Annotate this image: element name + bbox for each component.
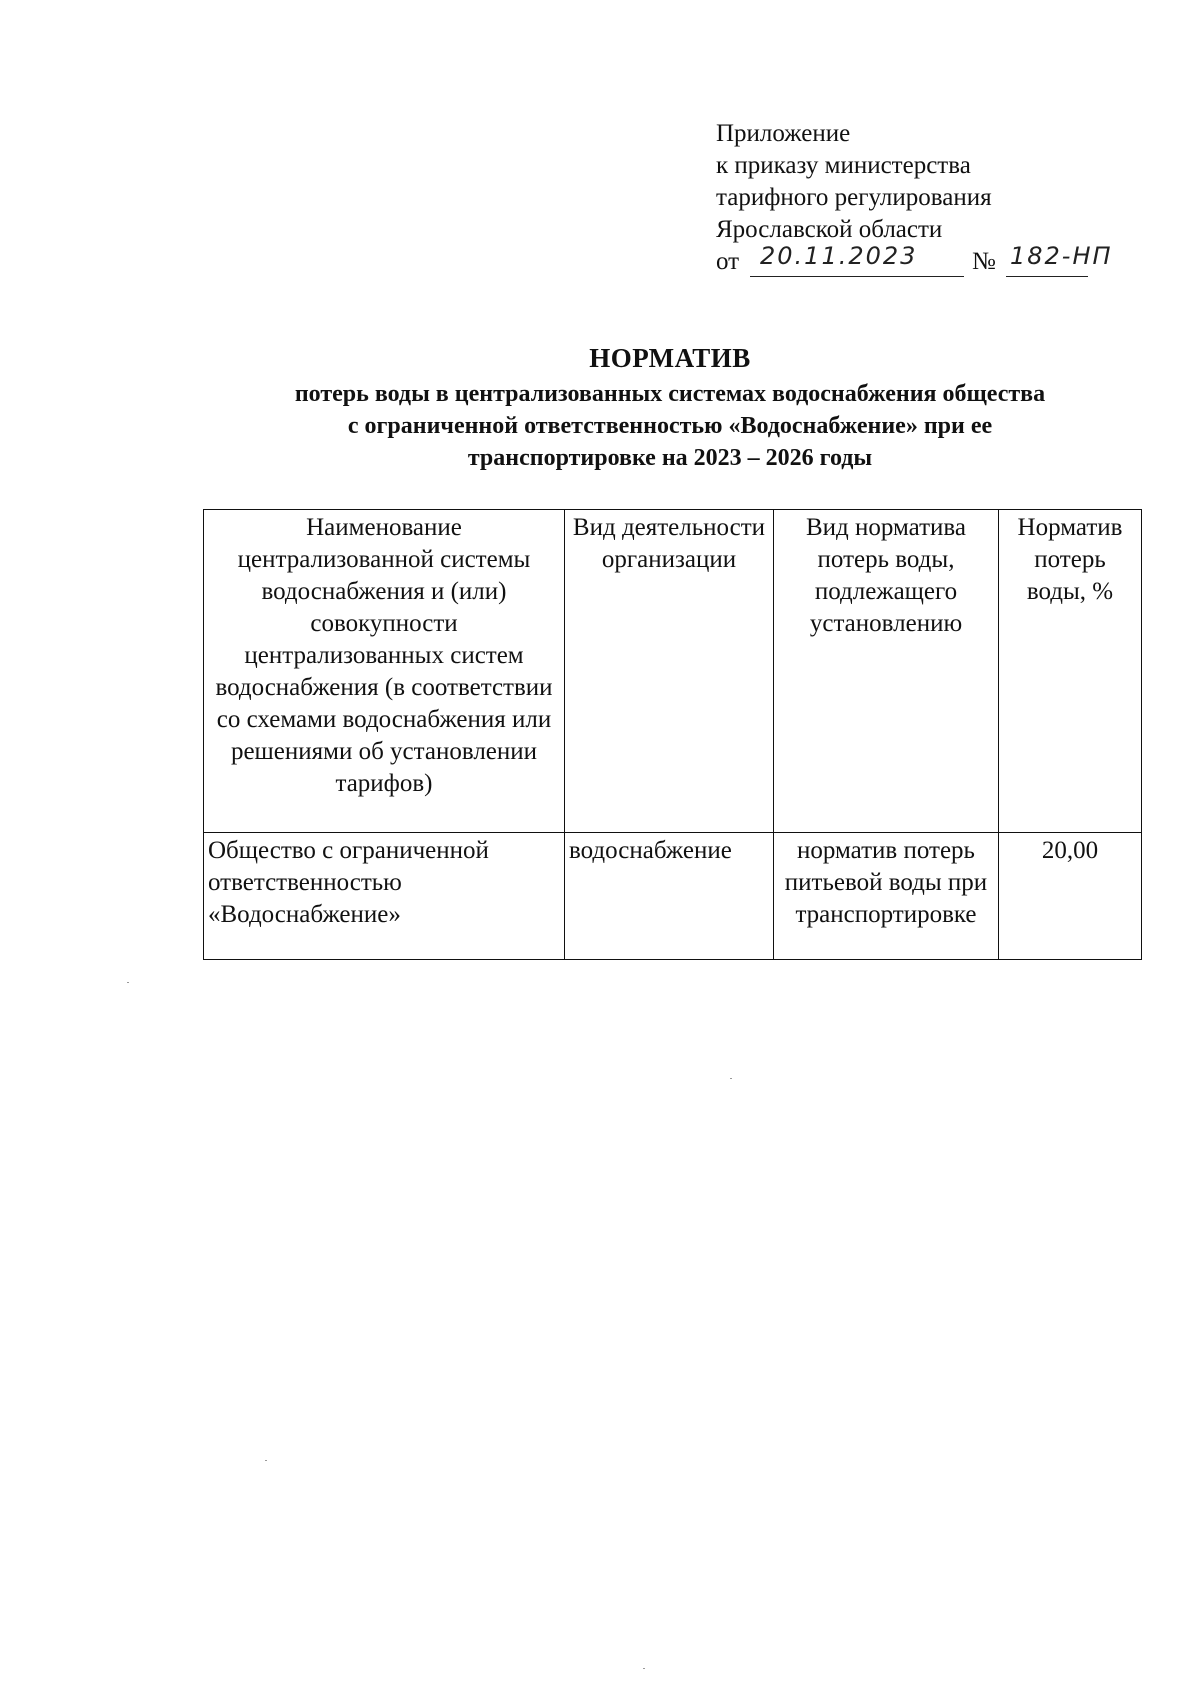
appendix-line-1: Приложение	[716, 120, 851, 147]
handwritten-number: 182-НП	[1010, 242, 1113, 270]
document-title: НОРМАТИВ	[589, 343, 751, 373]
header-system-name: Наименование централизованной системы водоснабжения и (или) совокупности централизованных систем водоснабжения (в соответствии со схемами водоснабжения или решениями об установлении тарифов)	[204, 510, 565, 833]
scan-speck	[730, 1078, 732, 1079]
table-header-row	[204, 510, 1142, 833]
appendix-line-4: Ярославской области	[716, 216, 943, 243]
number-underline	[1006, 276, 1088, 277]
date-number-row	[716, 242, 1136, 280]
scan-speck	[265, 1460, 267, 1461]
date-label: от	[716, 248, 740, 275]
appendix-header	[716, 118, 1136, 280]
header-activity: Вид деятельности организации	[565, 510, 774, 833]
number-label: №	[972, 248, 996, 275]
cell-activity: водоснабжение	[565, 833, 774, 960]
norm-table	[203, 509, 1142, 960]
handwritten-date: 20.11.2023	[760, 242, 918, 270]
appendix-line-2: к приказу министерства	[716, 152, 971, 179]
appendix-line-3: тарифного регулирования	[716, 184, 992, 211]
header-norm-value: Норматив потерь воды, %	[999, 510, 1142, 833]
cell-system-name: Общество с ограниченной ответственностью «Водоснабжение»	[204, 833, 565, 960]
cell-norm-value: 20,00	[999, 833, 1142, 960]
table-row	[204, 833, 1142, 960]
subtitle-line-3: транспортировке на 2023 – 2026 годы	[467, 445, 873, 471]
title-block	[200, 340, 1140, 474]
scan-speck	[127, 982, 129, 983]
subtitle	[200, 378, 1140, 474]
subtitle-line-1: потерь воды в централизованных системах водоснабжения общества	[294, 381, 1046, 407]
subtitle-line-2: с ограниченной ответственностью «Водоснабжение» при ее	[347, 413, 993, 439]
cell-norm-type: норматив потерь питьевой воды при транспортировке	[774, 833, 999, 960]
header-norm-type: Вид норматива потерь воды, подлежащего установлению	[774, 510, 999, 833]
scan-speck	[643, 1668, 645, 1669]
date-underline	[750, 276, 964, 277]
